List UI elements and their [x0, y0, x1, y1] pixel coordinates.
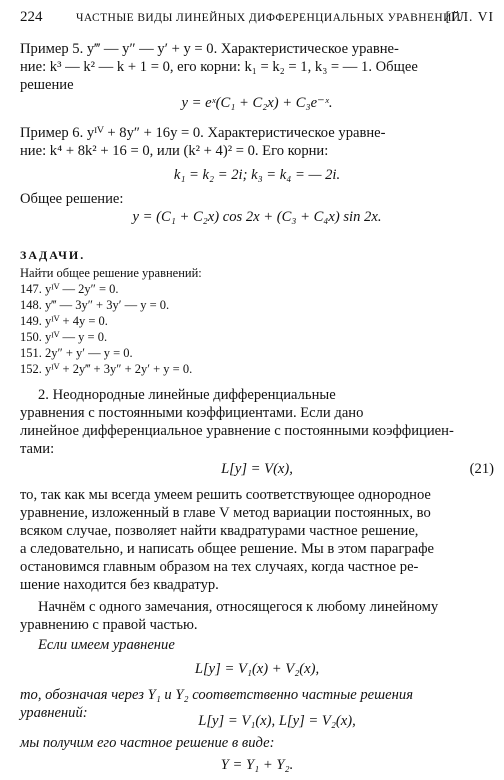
example-5-line3: решение	[20, 77, 74, 93]
paragraph-line: уравнению с правой частью.	[20, 617, 198, 633]
example-5-line2: ние: k³ — k² — k + 1 = 0, его корни: k₁ = k₂ = 1, k₃ = — 1. Общее	[20, 59, 418, 75]
paragraph-line: остановимся главным образом на тех случаях, когда частное ре-	[20, 559, 419, 575]
paragraph-line: шение находится без квадратур.	[20, 577, 219, 593]
paragraph-line: уравнений:	[20, 705, 88, 721]
example-5-line1: Пример 5. y‴ — y″ — y′ + y = 0. Характеристическое уравне-	[20, 41, 399, 57]
tasks-heading: ЗАДАЧИ.	[20, 248, 86, 262]
example-6-formula: y = (C₁ + C₂x) cos 2x + (C₃ + C₄x) sin 2x.	[132, 209, 382, 225]
paragraph-line: а следовательно, и написать общее решение. Мы в этом параграфе	[20, 541, 435, 557]
task-item: 149. yᴵⱽ + 4y = 0.	[20, 314, 108, 328]
equation-21-number: (21)	[469, 461, 494, 477]
paragraph-line: то, обозначая через Y₁ и Y₂ соответственно частные решения	[20, 687, 413, 703]
paragraph-line: то, так как мы всегда умеем решить соответствующее однородное	[20, 487, 431, 503]
tasks-intro: Найти общее решение уравнений:	[20, 266, 202, 280]
equation-final: Y = Y₁ + Y₂.	[220, 757, 294, 773]
example-6-roots: k₁ = k₂ = 2i; k₃ = k₄ = — 2i.	[173, 167, 341, 183]
task-item: 151. 2y″ + y′ — y = 0.	[20, 346, 133, 360]
paragraph-line: Если имеем уравнение	[38, 637, 175, 653]
paragraph-line: всяком случае, позволяет найти квадратурами частное решение,	[20, 523, 419, 539]
section-2-line2: уравнения с постоянными коэффициентами. Если дано	[20, 405, 364, 421]
example-6-line1: Пример 6. yᴵⱽ + 8y″ + 16y = 0. Характеристическое уравне-	[20, 125, 386, 141]
page-number: 224	[20, 9, 43, 25]
equation-21	[20, 460, 494, 478]
example-5-formula: y = eˣ(C₁ + C₂x) + C₃e⁻ˣ.	[181, 95, 333, 111]
equation-21-formula: L[y] = V(x),	[221, 461, 293, 477]
equation-pair: L[y] = V₁(x), L[y] = V₂(x),	[198, 713, 356, 729]
paragraph-line: уравнение, изложенный в главе V метод вариации постоянных, во	[20, 505, 431, 521]
paragraph-line: Начнём с одного замечания, относящегося к любому линейному	[38, 599, 439, 615]
paragraph-line: мы получим его частное решение в виде:	[20, 735, 275, 751]
equation-sum: L[y] = V₁(x) + V₂(x),	[194, 661, 320, 677]
section-2-line1: 2. Неоднородные линейные дифференциальные	[38, 387, 336, 403]
task-item: 152. yᴵⱽ + 2y‴ + 3y″ + 2y′ + y = 0.	[20, 362, 193, 376]
chapter-label: [ГЛ. VI	[445, 9, 494, 24]
running-title: ЧАСТНЫЕ ВИДЫ ЛИНЕЙНЫХ ДИФФЕРЕНЦИАЛЬНЫХ УРАВНЕНИЙ	[76, 12, 461, 24]
task-item: 147. yᴵⱽ — 2y″ = 0.	[20, 282, 119, 296]
section-2-line4: тами:	[20, 441, 55, 457]
task-item: 150. yᴵⱽ — y = 0.	[20, 330, 108, 344]
page-header	[20, 8, 494, 26]
section-2-line3: линейное дифференциальное уравнение с постоянными коэффициен-	[20, 423, 454, 439]
task-item: 148. y‴ — 3y″ + 3y′ — y = 0.	[20, 298, 170, 312]
general-solution-label: Общее решение:	[20, 191, 124, 207]
example-6-line2: ние: k⁴ + 8k² + 16 = 0, или (k² + 4)² = 0. Его корни:	[20, 143, 329, 159]
